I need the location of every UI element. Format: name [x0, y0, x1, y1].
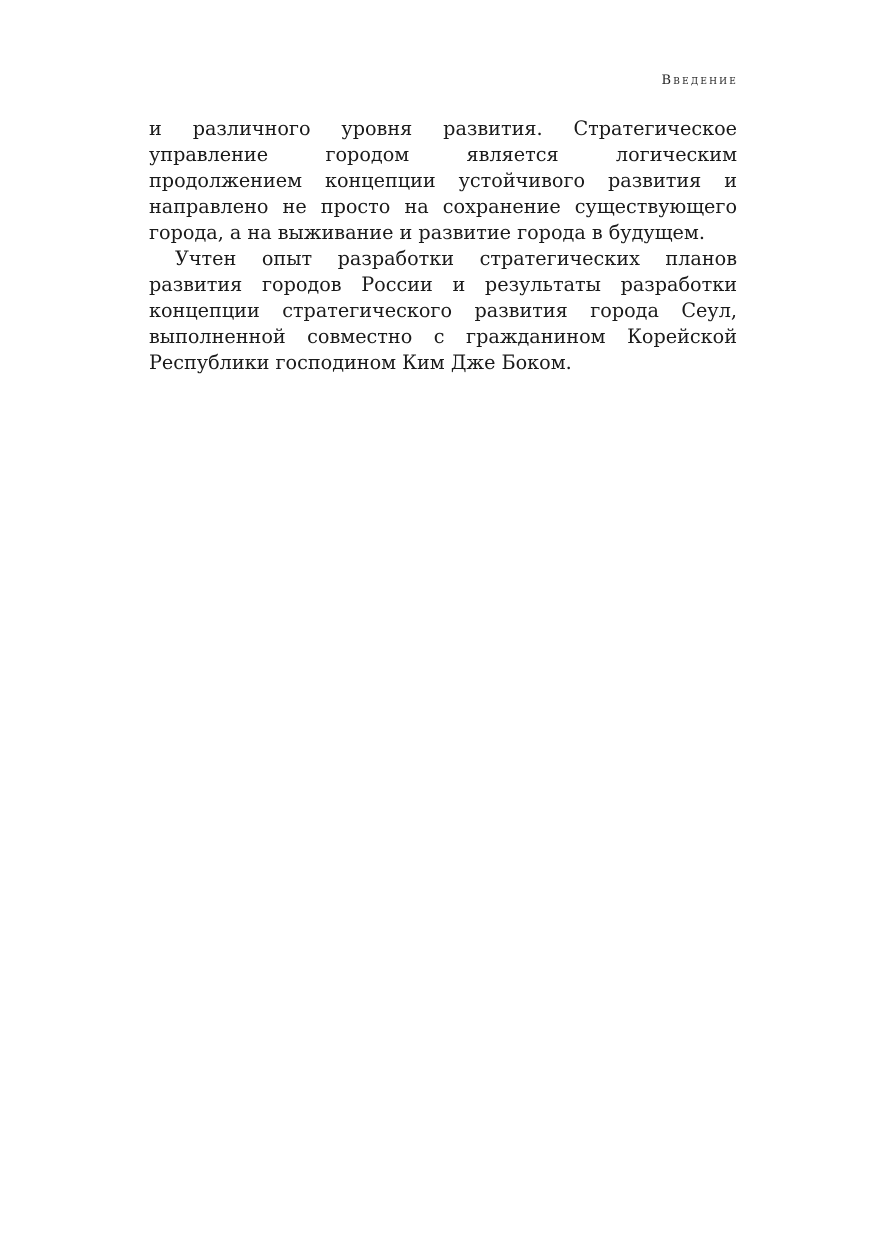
running-header: Введение [661, 73, 738, 88]
paragraph-continuation: и различного уровня развития. Стратегическое управление городом является логическим продолжением концепции устойчивого развития и направлено не просто на сохранение существующего города, а на выживание и развитие города в будущем. [149, 117, 737, 244]
paragraph: Учтен опыт разработки стратегических планов развития городов России и результаты разработки концепции стратегического развития города Сеул, выполненной совместно с гражданином Корейской Республики господином Ким Дже Боком. [149, 247, 737, 374]
body-text [149, 116, 737, 376]
